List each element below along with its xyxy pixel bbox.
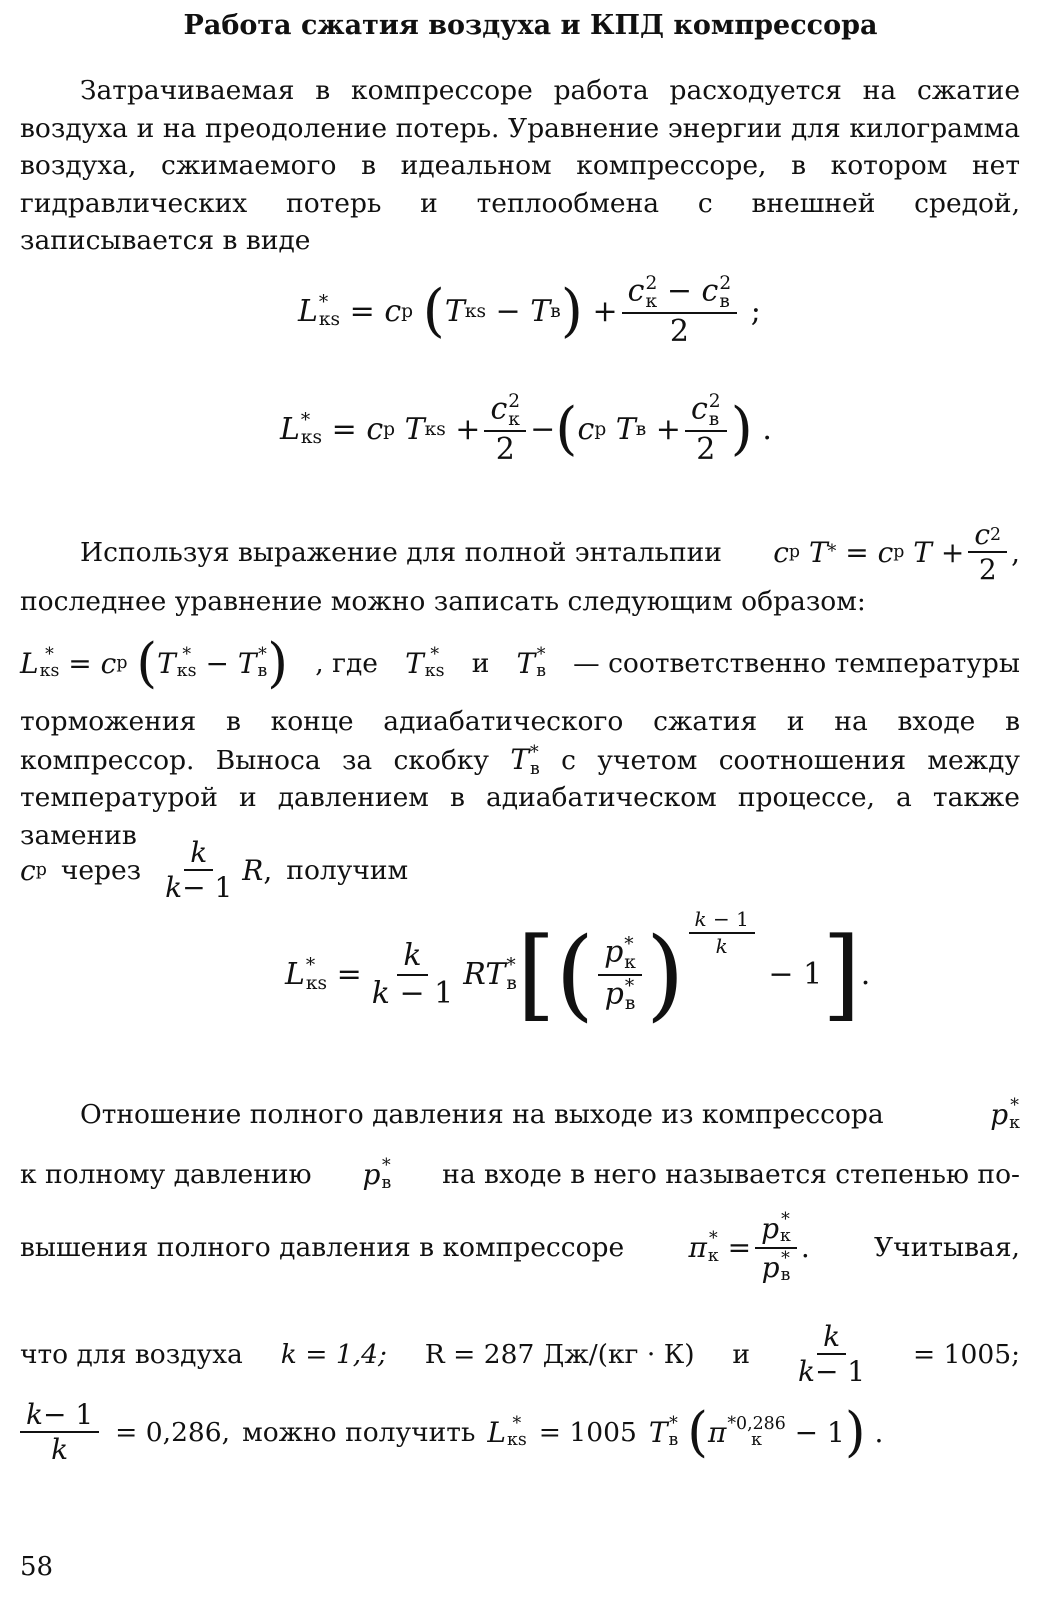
enthalpy-formula: c р T * = c р T + c 2 2 , bbox=[773, 518, 1020, 587]
paragraph-3-line-2: к полному давлению p * в на входе в него называется степенью по- bbox=[20, 1156, 1020, 1193]
paragraph-3-line-1: Отношение полного давления на выходе из компрессора p * к bbox=[80, 1096, 1020, 1133]
paragraph-2-line-3: L * кs = c р ( T * кs − T * в ) , где T * кs и T * в — соответственно температуры bbox=[20, 632, 1020, 694]
work-formula: L * кs = c р ( T * кs − T * в ) bbox=[20, 632, 289, 694]
paragraph-5: k − 1 k = 0,286, можно получить L * кs = 1005 T * в ( π *0,286 к − 1 ) . bbox=[20, 1400, 1020, 1465]
paragraph-2-last-line: c р через k k − 1 R , получим bbox=[20, 836, 409, 905]
paragraph-3-line-3: вышения полного давления в компрессоре π * к = p * к p * в . Учитывая, bbox=[20, 1210, 1020, 1286]
equation-1: L * кs = c р ( T кs − T в ) + c 2 к − c 2 в 2 ; bbox=[298, 273, 761, 350]
paragraph-1: Затрачиваемая в компрессоре работа расходуется на сжатие воздуха и на преодоление потерь. Уравнение энергии для килограмма воздуха, сжимаемого в идеальном компрессоре, в котором нет гидравлических потерь и теплообмена с внешней средой, записывается в виде bbox=[20, 75, 1020, 256]
equation-2: L * кs = c р T кs + c 2 к 2 − ( c р T в + c 2 в 2 ) . bbox=[280, 391, 772, 468]
paragraph-2-rest: торможения в конце адиабатического сжатия и на входе в компрессор. Выноса за скобку T * в с учетом соотношения между температурой и давлением в адиабатическом процессе, а также заменив bbox=[20, 706, 1021, 851]
paragraph-2-line-2: последнее уравнение можно записать следующим образом: bbox=[20, 586, 866, 617]
equation-3: L * кs = $\frac{k}{k - 1}$ RT * в [ ( p * к p * в ) $\frac{k - 1}{k}$ − 1 ] . bbox=[285, 906, 871, 1032]
paragraph-4: что для воздуха k = 1,4; R = 287 Дж/(кг · К) и k k − 1 = 1005; bbox=[20, 1320, 1020, 1389]
paragraph-2-line-1: Используя выражение для полной энтальпии c р T * = c р T + c 2 2 , bbox=[80, 518, 1020, 587]
page-title: Работа сжатия воздуха и КПД компрессора bbox=[183, 10, 878, 41]
page-number: 58 bbox=[20, 1552, 54, 1582]
